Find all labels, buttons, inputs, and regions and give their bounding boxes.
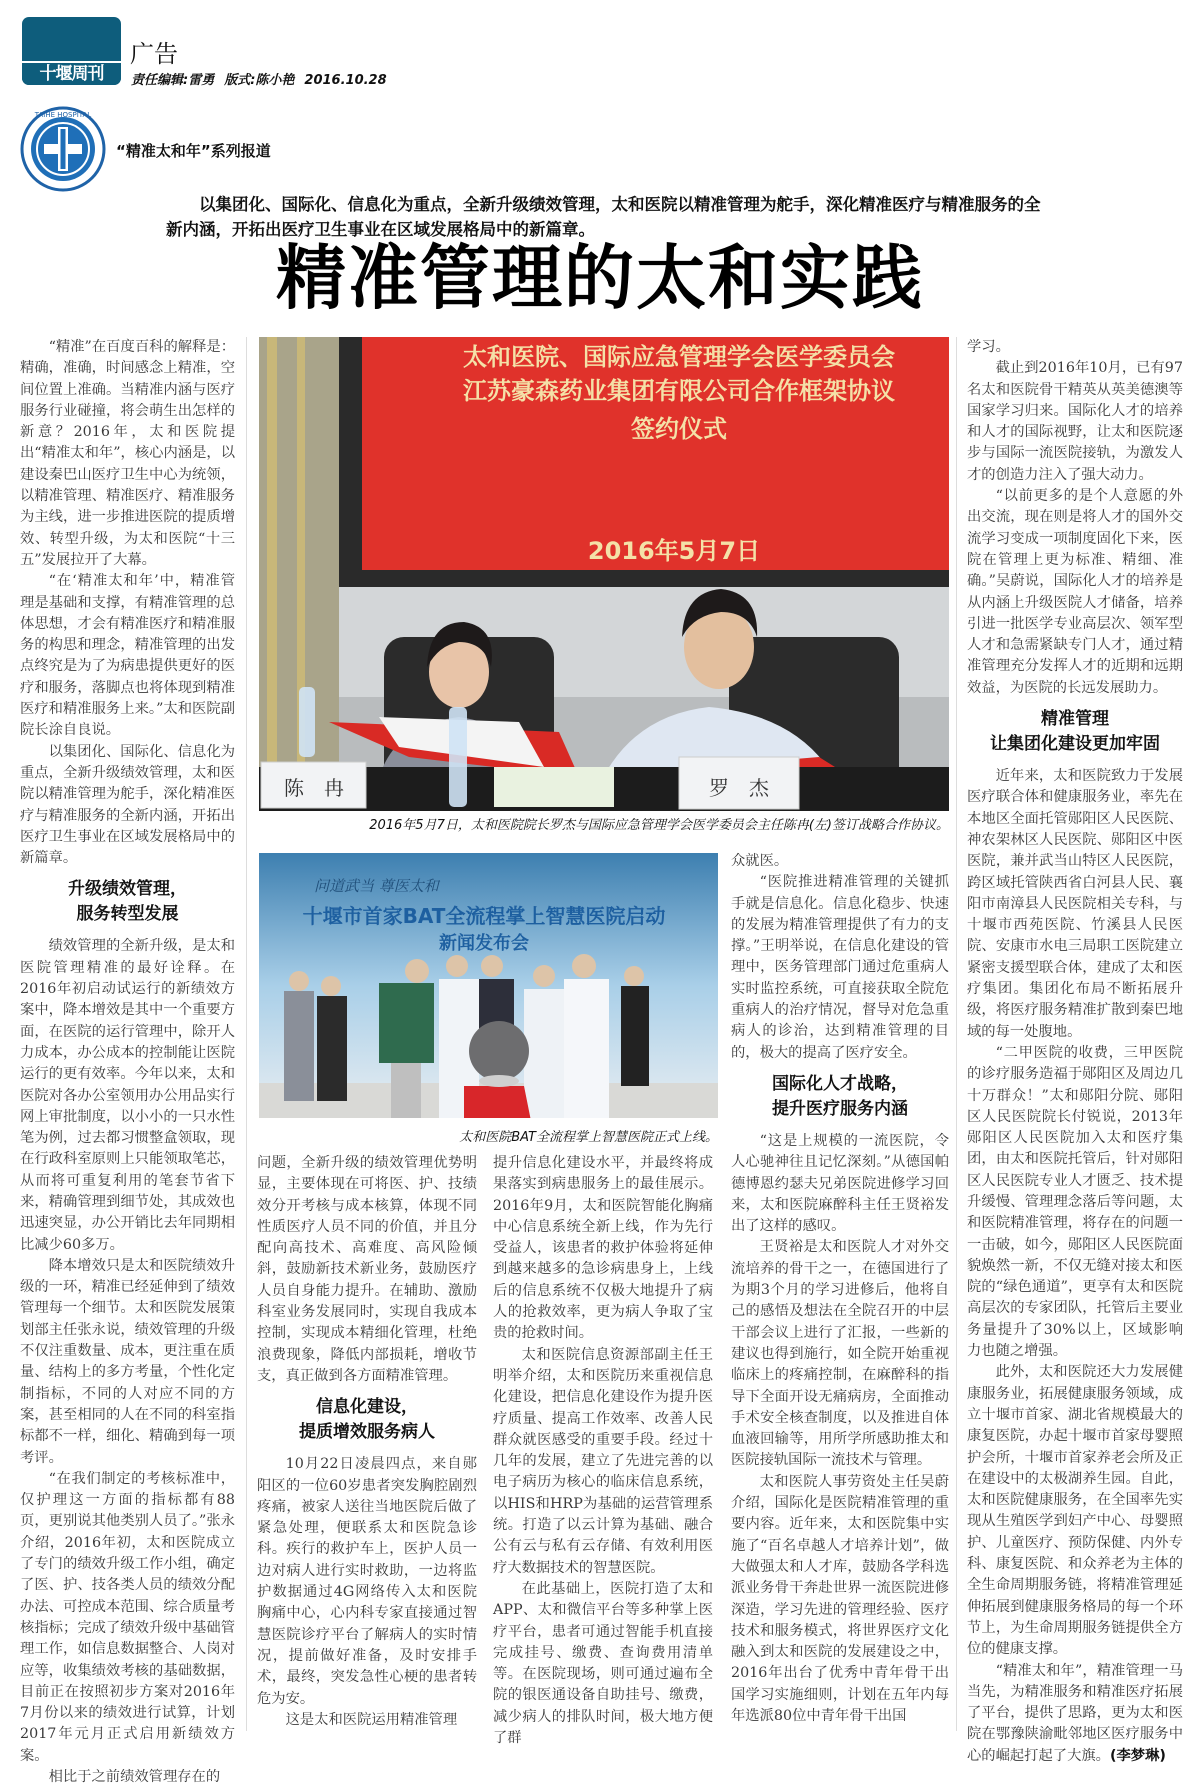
article-column-3 xyxy=(493,1153,713,1749)
paragraph-text: 截止到2016年10月，已有97名太和医院骨干精英从英美德澳等国家学习归来。国际化人才的培养和人才的国际视野，让太和医院逐步与国际一流医院接轨，为激发人才的创造力注入了强大动力。 xyxy=(967,360,1183,483)
issue-date: 2016.10.28 xyxy=(304,73,387,88)
paragraph xyxy=(257,1454,477,1710)
subheading-line: 升级绩效管理， xyxy=(68,879,187,900)
layout-name: 版式:陈小艳 xyxy=(224,73,295,88)
paragraph-text: 10月22日凌晨四点，来自郧阳区的一位60岁患者突发胸腔剧烈疼痛，被家人送往当地医院后做了紧急处理，便联系太和医院急诊科。疾行的救护车上，医护人员一边对病人进行实时救助，一边将监护数据通过4G网络传入太和医院胸痛中心，心内科专家直接通过智慧医院诊疗平台了解病人的实时情况，提前做好准备，及时安排手术，最终，突发急性心梗的患者转危为安。 xyxy=(257,1456,477,1707)
paragraph-text: 以集团化、国际化、信息化为重点，全新升级绩效管理，太和医院以精准管理为舵手，深化精准医疗与精准服务的全新内涵，开拓出医疗卫生事业在区域发展格局中的新篇章。 xyxy=(20,743,235,867)
paragraph xyxy=(967,766,1183,1043)
photo1-caption: 2016年5月7日，太和医院院长罗杰与国际应急管理学会医学委员会主任陈冉(左)签订战略合作协议。 xyxy=(369,818,949,833)
event-slogan: 问道武当 尊医太和 xyxy=(314,877,439,895)
subheading xyxy=(20,877,235,927)
paragraph-text: 众就医。 xyxy=(731,853,789,869)
paragraph-text: 近年来，太和医院致力于发展医疗联合体和健康服务业，率先在本地区全面托管郧阳区人民医院、神农架林区人民医院、郧阳区中医医院，兼并武当山特区人民医院，跨区域托管陕西省白河县人民、襄阳市南漳县人民医院相关专科，与十堰市西苑医院、竹溪县人民医院、安康市水电三局职工医院建立紧密支援型联合体，建成了太和医疗集团。集团化布局不断拓展升级，将医疗服务精准扩散到秦巴地域的每一处腹地。 xyxy=(967,768,1183,1040)
masthead-logo xyxy=(22,17,121,85)
paragraph xyxy=(20,936,235,1255)
paragraph xyxy=(20,571,235,741)
nameplate-right: 罗 杰 xyxy=(709,776,769,800)
paragraph xyxy=(967,1362,1183,1660)
editor-name: 责任编辑:雷勇 xyxy=(131,73,215,88)
column-divider xyxy=(246,337,247,1731)
paragraph xyxy=(20,337,235,571)
paragraph xyxy=(967,486,1183,699)
paragraph-text: 提升信息化建设水平，并最终将成果落实到病患服务上的最佳展示。2016年9月，太和医院智能化胸痛中心信息系统全新上线，作为先行受益人，该患者的救护体验将延伸到越来越多的急诊病患身上，上线后的信息系统不仅极大地提升了病人的抢救效率，更为病人争取了宝贵的抢救时间。 xyxy=(493,1155,713,1342)
subheading xyxy=(731,1072,949,1122)
backdrop-title: 十堰市首家BAT全流程掌上智慧医院启动 xyxy=(302,904,666,928)
paragraph xyxy=(967,337,1183,358)
paragraph-text: 太和医院人事劳资处主任吴蔚介绍，国际化是医院精准管理的重要内容。近年来，太和医院集中实施了“百名卓越人才培养计划”，做大做强太和人才库，鼓励各学科选派业务骨干奔赴世界一流医院进修深造，学习先进的管理经验、医疗技术和服务模式，将世界医疗文化融入到太和医院的发展建设之中，2016年出台了优秀中青年骨干出国学习实施细则，计划在五年内每年选派80位中青年骨干出国 xyxy=(731,1473,949,1724)
paper-name: 十堰周刊 xyxy=(22,61,121,85)
paragraph xyxy=(493,1345,713,1579)
paragraph-text: “在‘精准太和年’中，精准管理是基础和支撑，有精准管理的总体思想，才会有精准医疗和精准服务的构思和理念，精准管理的出发点终究是为了为病患提供更好的医疗和服务，落脚点也将体现到精准医疗和精准服务上来。”太和医院副院长涂自良说。 xyxy=(20,573,235,739)
subheading xyxy=(967,707,1183,757)
paragraph-text: “医院推进精准管理的关键抓手就是信息化。信息化稳步、快速的发展为精准管理提供了有力的支撑。”王明举说，在信息化建设的管理中，医务管理部门通过危重病人实时监控系统，可直接获取全院危重病人的治疗情况，督导对危急重病人的诊治，达到精准管理的目的，极大的提高了医疗安全。 xyxy=(731,874,949,1061)
paragraph xyxy=(731,1131,949,1237)
paragraph xyxy=(20,1469,235,1767)
paragraph xyxy=(20,742,235,870)
subheading-line: 信息化建设， xyxy=(316,1397,418,1418)
series-label: “精准太和年”系列报道 xyxy=(116,142,271,160)
paragraph xyxy=(493,1579,713,1749)
backdrop-subtitle: 新闻发布会 xyxy=(439,933,529,954)
paragraph-text: 在此基础上，医院打造了太和APP、太和微信平台等多种掌上医疗平台，患者可通过智能手机直接完成挂号、缴费、查询费用清单等。在医院现场，则可通过遍布全院的银医通设备自助挂号、缴费，减少病人的排队时间，极大地方便了群 xyxy=(493,1580,713,1747)
headline: 精准管理的太和实践 xyxy=(276,237,924,319)
paragraph-text: 问题，全新升级的绩效管理优势明显，主要体现在可将医、护、技绩效分开考核与成本核算，体现不同性质医疗人员不同的价值，并且分配向高技术、高难度、高风险倾斜，鼓励新技术新业务，鼓励医疗人员自身能力提升。在辅助、激励科室业务发展同时，实现自我成本控制，实现成本精细化管理，杜绝浪费现象，降低内部损耗，增收节支，真正做到各方面精准管理。 xyxy=(257,1155,477,1384)
column-divider xyxy=(956,337,957,1731)
banner-line-3: 签约仪式 xyxy=(631,415,727,443)
article-column-1 xyxy=(20,337,235,1788)
paragraph xyxy=(20,1767,235,1788)
author-byline: (李梦琳) xyxy=(1109,1747,1166,1764)
banner-line-1: 太和医院、国际应急管理学会医学委员会 xyxy=(463,343,895,371)
hospital-logo xyxy=(20,105,106,193)
section-title: 广告 xyxy=(130,40,178,68)
paragraph-text: 绩效管理的全新升级，是太和医院管理精准的最好诠释。在2016年初启动试运行的新绩效方案中，降本增效是其中一个重要方面，在医院的运行管理中，除开人力成本，办公成本的控制能让医院运行的更有效率。今年以来，太和医院对各办公室领用办公用品实行网上审批制度，以小小的一只水性笔为例，过去都习惯整盒领取，现在行政科室原则上只能领取笔芯，从而将可重复利用的笔套节省下来，精确管理到细节处，其成效也迅速突显，办公开销比去年同期相比减少60多万。 xyxy=(20,938,235,1253)
banner-date: 2016年5月7日 xyxy=(587,537,761,565)
article-column-2 xyxy=(257,1153,477,1731)
subheading-line: 提升医疗服务内涵 xyxy=(772,1098,908,1119)
paragraph-text: “这是上规模的一流医院，令人心驰神往且记忆深刻。”从德国帕德博恩约瑟夫兄弟医院进修学习回来，太和医院麻醉科主任王贤裕发出了这样的感叹。 xyxy=(731,1132,949,1235)
paragraph-text: “精准”在百度百科的解释是：精确，准确，时间感念上精准，空间位置上准确。当精准内涵与医疗服务行业碰撞，将会萌生出怎样的新意？2016年，太和医院提出“精准太和年”，核心内涵是，以建设秦巴山医疗卫生中心为统领，以精准管理、精准医疗、精准服务为主线，进一步推进医院的提质增效、转型升级，为太和医院“十三五”发展拉开了大幕。 xyxy=(20,339,235,568)
banner-line-2: 江苏豪森药业集团有限公司合作框架协议 xyxy=(463,377,895,405)
launch-event-photo xyxy=(259,853,718,1118)
paragraph-text: “以前更多的是个人意愿的外出交流，现在则是将人才的国外交流学习变成一项制度固化下来，医院在管理上更为标准、精细、准确。”吴蔚说，国际化人才的培养是从内涵上升级医院人才储备，培养引进一批医学专业高层次、领军型人才和急需紧缺专门人才，通过精准管理充分发挥人才的近期和远期效益，为医院的长远发展助力。 xyxy=(967,488,1183,696)
subheading-line: 服务转型发展 xyxy=(76,904,179,925)
paragraph-text: “二甲医院的收费，三甲医院的诊疗服务造福于郧阳区及周边几十万群众！”太和郧阳分院、郧阳区人民医院院长付锐说，2013年郧阳区人民医院加入太和医疗集团，由太和医院托管后，针对郧阳区人民医院专业人才匮乏、技术提升缓慢、管理理念落后等问题，太和医院精准管理，将存在的问题一一击破，如今，郧阳区人民医院面貌焕然一新，不仅无缝对接太和医院的“绿色通道”，更享有太和医院高层次的专家团队，托管后主要业务量提升了30%以上，区域影响力也随之增强。 xyxy=(967,1044,1183,1360)
paragraph xyxy=(731,872,949,1064)
paragraph xyxy=(731,1472,949,1728)
subheading-line: 国际化人才战略， xyxy=(772,1073,908,1094)
subheading-line: 让集团化建设更加牢固 xyxy=(990,734,1160,755)
subheading-line: 精准管理 xyxy=(1041,709,1109,730)
paragraph xyxy=(20,1256,235,1469)
paragraph-text: “在我们制定的考核标准中，仅护理这一方面的指标都有88页，更别说其他类别人员了。”张永介绍，2016年初，太和医院成立了专门的绩效升级工作小组，确定了医、护、技各类人员的绩效分配办法、可控成本范围、综合质量考核指标；完成了绩效升级中基础管理工作，如信息数据整合、人岗对应等，收集绩效考核的基础数据，目前正在按照初步方案对2016年7月份以来的绩效进行试算，计划2017年元月正式启用新绩效方案。 xyxy=(20,1470,235,1764)
article-summary: 以集团化、国际化、信息化为重点，全新升级绩效管理，太和医院以精准管理为舵手，深化精准医疗与精准服务的全新内涵，开拓出医疗卫生事业在区域发展格局中的新篇章。 xyxy=(166,195,1041,239)
paragraph-text: 这是太和医院运用精准管理 xyxy=(285,1711,458,1728)
paragraph-text: 降本增效只是太和医院绩效升级的一环，精准已经延伸到了绩效管理每一个细节。太和医院发展策划部主任张永说，绩效管理的升级不仅注重数量、成本，更注重在质量、结构上的多方考量，个性化定制指标，不同的人对应不同的方案，甚至相同的人在不同的科室指标都不一样，细化、精确到每一项考评。 xyxy=(20,1257,235,1466)
paragraph-text: “精准太和年”，精准管理一马当先，为精准服务和精准医疗拓展了平台，提供了思路，更为太和医院在鄂豫陕渝毗邻地区医疗服务中心的崛起打起了大旗。 xyxy=(967,1662,1183,1764)
paragraph xyxy=(967,1661,1183,1767)
paragraph xyxy=(967,1043,1183,1362)
nameplate-left: 陈 冉 xyxy=(284,776,344,800)
paragraph-text: 此外，太和医院还大力发展健康服务业，拓展健康服务领域，成立十堰市首家、湖北省规模最大的康复医院，办起十堰市首家母婴照护会所，十堰市首家养老会所及正在建设中的太极湖养生园。自此，太和医院健康服务，在全国率先实现从生殖医学到妇产中心、母婴照护、儿童医疗、预防保健、内外专科、康复医院、和众养老为主体的全生命周期服务链，将精准管理延伸拓展到健康服务格局的每一个环节上，为生命周期服务链提供全方位的健康支撑。 xyxy=(967,1364,1183,1658)
paragraph-text: 太和医院信息资源部副主任王明举介绍，太和医院历来重视信息化建设，把信息化建设作为提升医疗质量、提高工作效率、改善人民群众就医感受的重要手段。经过十几年的发展，建立了先进完善的以电子病历为核心的临床信息系统，以HIS和HRP为基础的运营管理系统。打造了以云计算为基础、融合公有云与私有云存储、有效利用医疗大数据技术的智慧医院。 xyxy=(493,1346,713,1576)
paragraph xyxy=(967,358,1183,486)
paragraph xyxy=(731,1237,949,1471)
subheading-line: 提质增效服务病人 xyxy=(299,1422,435,1443)
paragraph-text: 王贤裕是太和医院人才对外交流培养的骨干之一，在德国进行了为期3个月的学习进修后，他将自己的感悟及想法在全院召开的中层干部会议上进行了汇报，一些新的建议也得到施行，如全院开始重视临床上的疼痛控制，在麻醉科的指导下全面开设无痛病房，全面推动手术安全核查制度，以及推进自体血液回输等，用所学所感助推太和医院接轨国际一流技术与管理。 xyxy=(731,1239,949,1469)
paragraph xyxy=(731,851,949,872)
paragraph-text: 相比于之前绩效管理存在的 xyxy=(48,1769,221,1785)
article-column-5 xyxy=(967,337,1183,1767)
signing-ceremony-photo xyxy=(259,337,949,811)
paragraph-text: 学习。 xyxy=(967,339,1010,355)
logo-ring-text: TAIHE HOSPITAL xyxy=(34,111,92,119)
photo2-caption: 太和医院BAT全流程掌上智慧医院正式上线。 xyxy=(459,1130,718,1145)
paragraph xyxy=(493,1153,713,1345)
paragraph xyxy=(257,1153,477,1387)
article-column-4 xyxy=(731,851,949,1727)
editor-line xyxy=(131,69,397,88)
paragraph xyxy=(257,1710,477,1731)
subheading xyxy=(257,1395,477,1445)
